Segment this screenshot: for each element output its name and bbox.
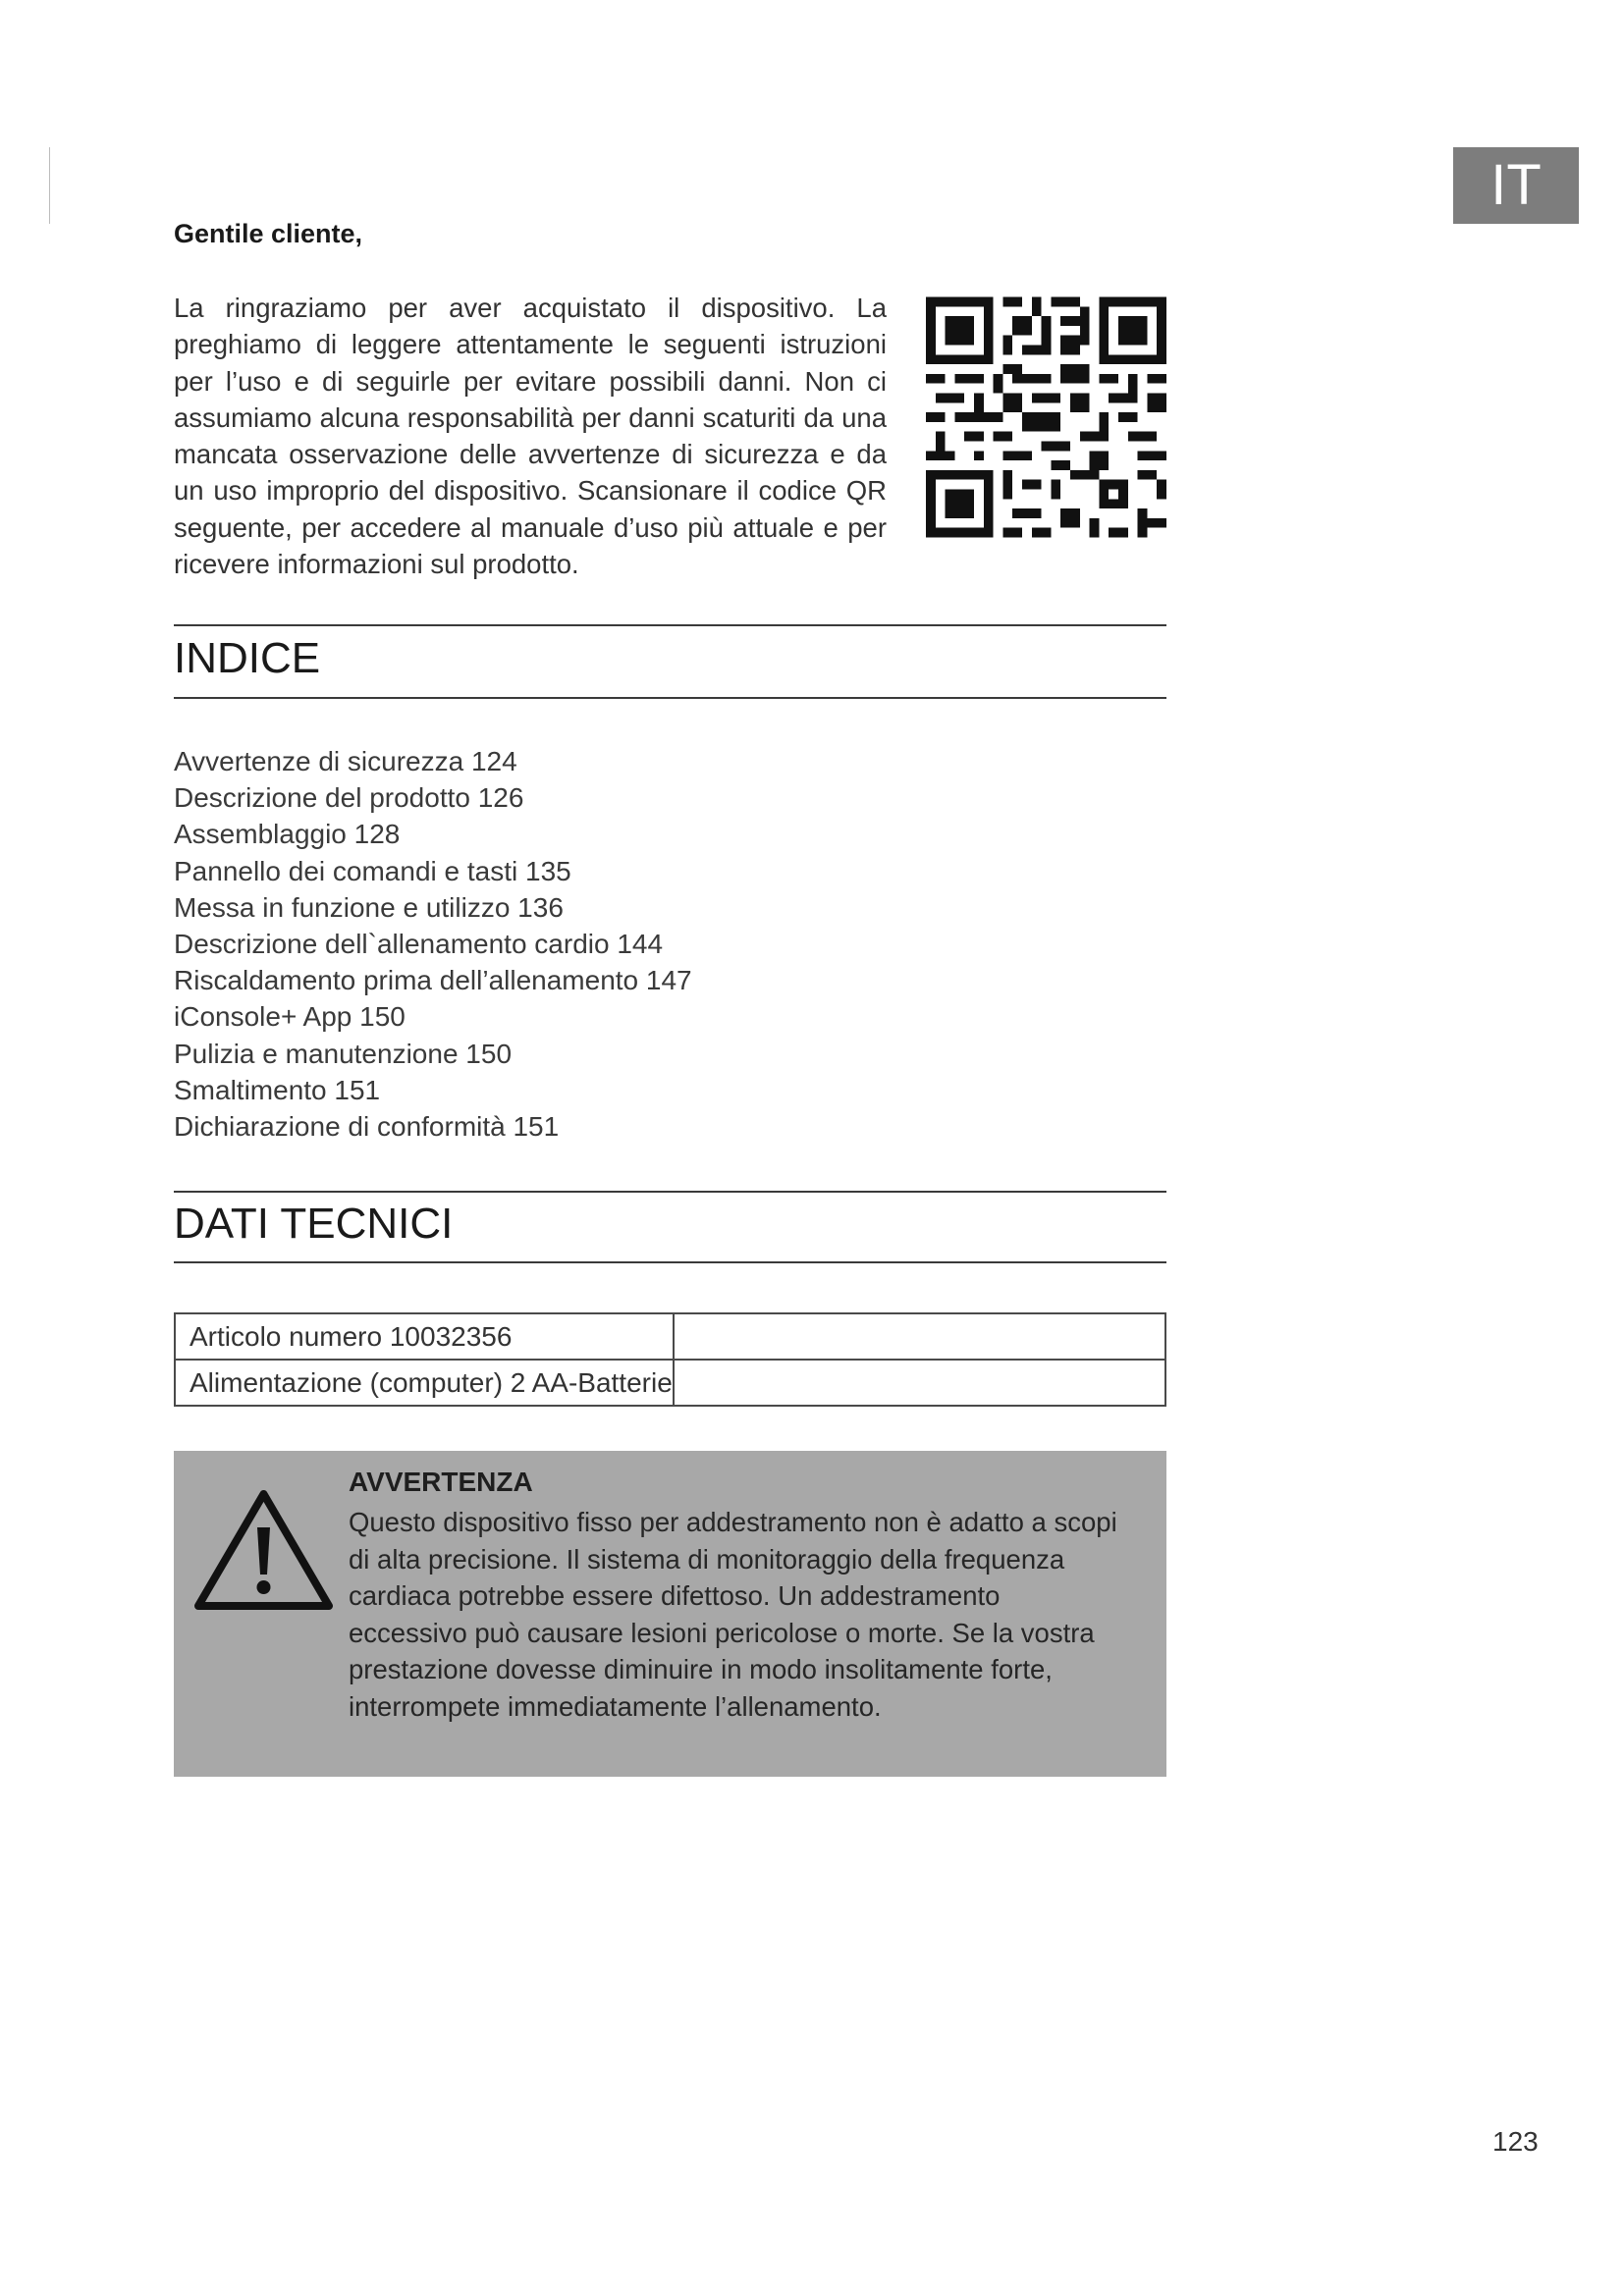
intro-paragraph: La ringraziamo per aver acquistato il dispositivo. La preghiamo di leggere attentamente le seguenti istruzioni per l’uso e di seguirle per evitare possibili danni. Non ci assumiamo alcuna responsabilità per danni scaturiti da una mancata osservazione delle avvertenze di sicurezza e da un uso improprio del dispositivo. Scansionare il codice QR seguente, per accedere al manuale d’uso più attuale e per ricevere informazioni sul prodotto.: [174, 293, 887, 580]
tech-title: DATI TECNICI: [174, 1200, 454, 1248]
toc-item[interactable]: Pannello dei comandi e tasti 135: [174, 855, 571, 886]
qr-code-icon[interactable]: [926, 294, 1166, 540]
toc-item[interactable]: Pulizia e manutenzione 150: [174, 1038, 513, 1069]
language-tab: IT: [1453, 147, 1579, 224]
warning-triangle-icon: [192, 1488, 335, 1613]
tech-top-rule: [174, 1191, 1166, 1193]
table-cell: [674, 1360, 1165, 1406]
toc-item[interactable]: Assemblaggio 128: [174, 819, 401, 850]
page-number: 123: [1492, 2126, 1539, 2157]
table-row: [175, 1360, 1165, 1406]
toc-item[interactable]: Messa in funzione e utilizzo 136: [174, 891, 564, 923]
tech-bottom-rule: [174, 1261, 1166, 1263]
greeting: Gentile cliente,: [174, 219, 363, 248]
index-bottom-rule: [174, 697, 1166, 699]
table-cell: Articolo numero 10032356: [175, 1313, 674, 1360]
toc-item[interactable]: Avvertenze di sicurezza 124: [174, 746, 517, 776]
warning-text: Questo dispositivo fisso per addestramento non è adatto a scopi di alta precisione. Il sistema di monitoraggio della frequenza cardiaca potrebbe essere difettoso. Un addestramento eccessivo può causare lesioni pericolose o morte. Se la vostra prestazione dovesse diminuire in modo insolitamente forte, interrompete immediatamente l’allenamento.: [349, 1507, 1117, 1722]
table-cell: Alimentazione (computer) 2 AA-Batterie: [175, 1360, 674, 1406]
margin-rule: [49, 147, 50, 224]
toc-item[interactable]: Riscaldamento prima dell’allenamento 147: [174, 965, 692, 996]
index-top-rule: [174, 624, 1166, 626]
toc-item[interactable]: Descrizione dell`allenamento cardio 144: [174, 929, 664, 960]
toc-item[interactable]: Descrizione del prodotto 126: [174, 782, 524, 814]
table-of-contents: [174, 743, 692, 1145]
warning-title: AVVERTENZA: [349, 1467, 533, 1497]
table-cell: [674, 1313, 1165, 1360]
toc-item[interactable]: Dichiarazione di conformità 151: [174, 1111, 560, 1143]
warning-box: [174, 1451, 1166, 1777]
index-title: INDICE: [174, 634, 321, 682]
tech-specs-table: [174, 1312, 1166, 1407]
table-row: [175, 1313, 1165, 1360]
toc-item[interactable]: Smaltimento 151: [174, 1074, 381, 1105]
toc-item[interactable]: iConsole+ App 150: [174, 1001, 406, 1033]
